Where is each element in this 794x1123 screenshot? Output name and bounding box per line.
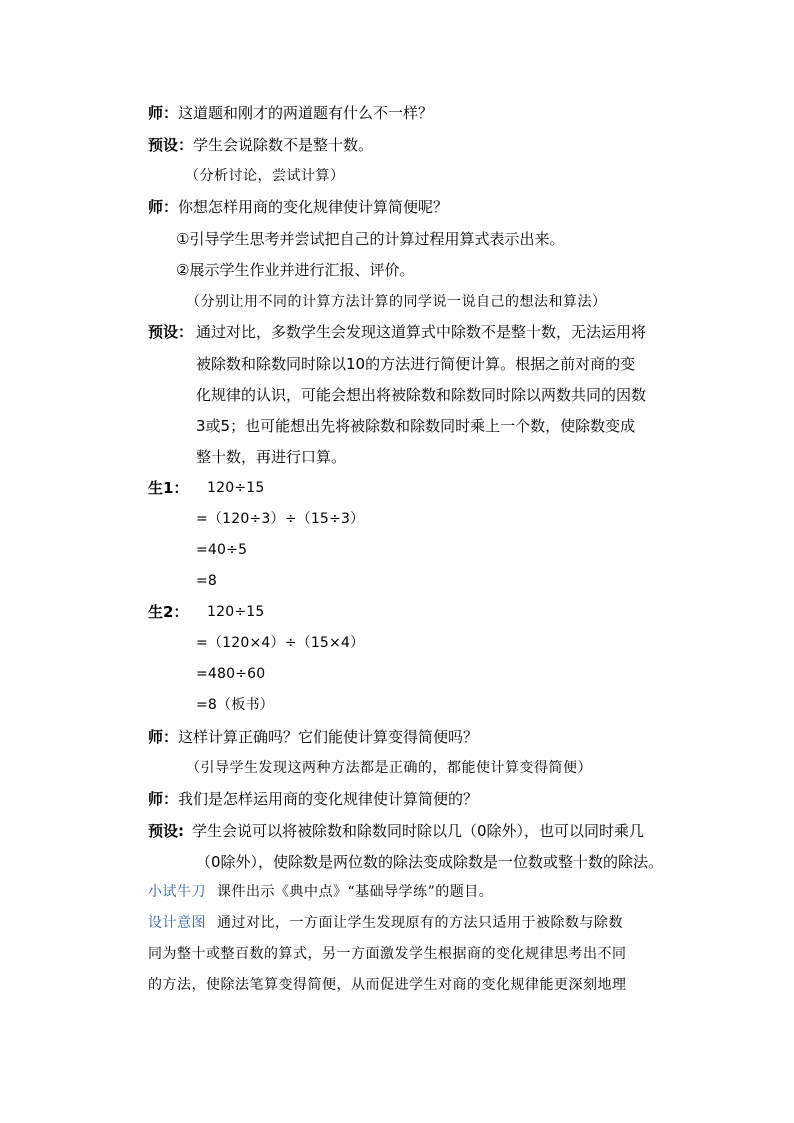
speaker-label: 预设： xyxy=(148,136,194,154)
speaker-label: 师： xyxy=(148,728,179,746)
line-text: 这道题和刚才的两道题有什么不一样？ xyxy=(178,104,434,122)
preset-2-line-2: （0除外），使除数是两位数的除法变成除数是一位数或整十数的除法。 xyxy=(196,853,664,871)
teacher-line-2 xyxy=(148,197,448,217)
speaker-label: 师： xyxy=(148,790,179,808)
student-2-label: 生2： xyxy=(148,603,189,621)
student-2-expr-4: =8（板书） xyxy=(196,697,274,713)
design-intent-line-2: 同为整十或整百数的算式，另一方面激发学生根据商的变化规律思考出不同 xyxy=(148,946,627,962)
line-text: 我们是怎样运用商的变化规律使计算简便的？ xyxy=(178,790,479,808)
preset-para-line-2: 被除数和除数同时除以10的方法进行简便计算。根据之前对商的变 xyxy=(196,355,636,373)
speaker-label: 师： xyxy=(148,198,179,216)
student-1-expr-3: =40÷5 xyxy=(196,542,248,558)
student-1-expr-4: =8 xyxy=(196,573,218,589)
design-intent-line-1 xyxy=(148,913,623,933)
design-intent-line-3: 的方法，使除法笔算变得简便，从而促进学生对商的变化规律能更深刻地理 xyxy=(148,977,627,993)
speaker-label: 预设: xyxy=(148,822,184,840)
stage-note-2: （分别让用不同的计算方法计算的同学说一说自己的想法和算法） xyxy=(186,294,607,310)
teacher-line-1 xyxy=(148,103,433,123)
stage-note-3: （引导学生发现这两种方法都是正确的，都能使计算变得简便） xyxy=(186,760,592,776)
trial-section xyxy=(148,882,493,902)
design-label: 设计意图 xyxy=(148,915,206,931)
teacher-line-4 xyxy=(148,789,478,809)
stage-note-1: （分析讨论，尝试计算） xyxy=(185,168,345,184)
preset-para-line-4: 3或5；也可能想出先将被除数和除数同时乘上一个数，使除数变成 xyxy=(196,417,636,435)
step-2: ②展示学生作业并进行汇报、评价。 xyxy=(176,261,415,279)
preset-para-line-3: 化规律的认识，可能会想出将被除数和除数同时除以两数共同的因数 xyxy=(196,386,647,404)
line-text: 你想怎样用商的变化规律使计算简便呢？ xyxy=(178,198,449,216)
speaker-label: 师： xyxy=(148,104,179,122)
preset-line-1 xyxy=(148,135,373,155)
trial-text: 课件出示《典中点》“基础导学练”的题目。 xyxy=(216,884,494,900)
student-2-expr-1: 120÷15 xyxy=(207,604,265,620)
trial-label: 小试牛刀 xyxy=(148,884,206,900)
teacher-line-3 xyxy=(148,727,478,747)
student-1-expr-2: =（120÷3）÷（15÷3） xyxy=(196,511,365,527)
student-2-expr-2: =（120×4）÷（15×4） xyxy=(196,635,365,651)
student-1-label: 生1： xyxy=(148,479,189,497)
step-1: ①引导学生思考并尝试把自己的计算过程用算式表示出来。 xyxy=(176,230,565,248)
student-1-expr-1: 120÷15 xyxy=(207,480,265,496)
line-text: 学生会说除数不是整十数。 xyxy=(193,136,374,154)
speaker-label: 预设： xyxy=(148,323,194,341)
preset-para-line-5: 整十数，再进行口算。 xyxy=(196,448,347,466)
student-2-expr-3: =480÷60 xyxy=(196,666,266,682)
design-text: 通过对比，一方面让学生发现原有的方法只适用于被除数与除数 xyxy=(216,915,623,931)
preset-para-line-1: 通过对比，多数学生会发现这道算式中除数不是整十数，无法运用将 xyxy=(196,323,647,341)
line-text: 这样计算正确吗？它们能使计算变得简便吗？ xyxy=(178,728,479,746)
preset-2-line-1: 学生会说可以将被除数和除数同时除以几（0除外），也可以同时乘几 xyxy=(192,822,645,840)
